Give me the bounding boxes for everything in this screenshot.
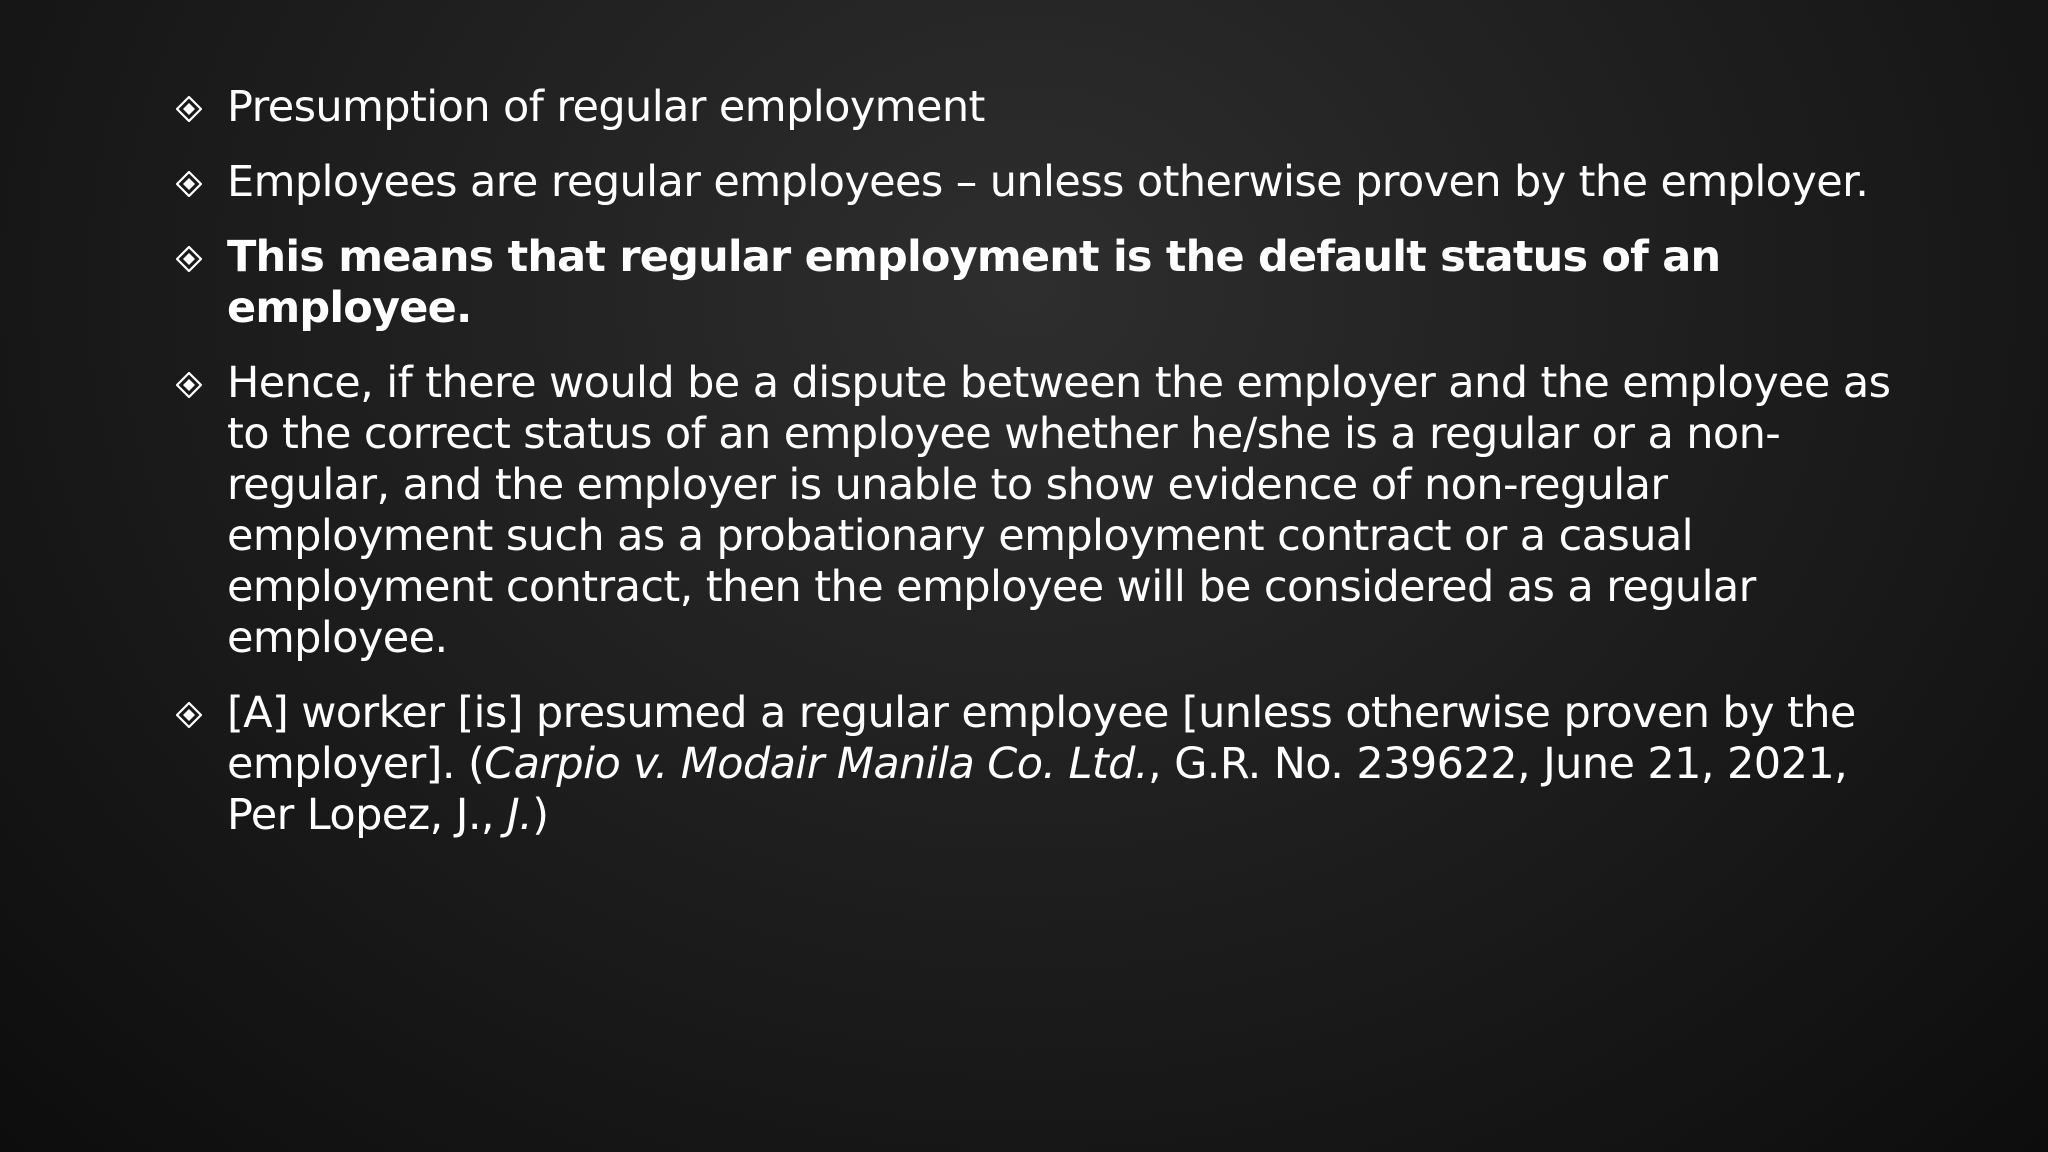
case-name: Carpio v. Modair Manila Co. Ltd. [484, 739, 1148, 789]
citation-text-part2: , G.R. No. 239622, June 21, 2021, Per Lopez, J., [227, 739, 1848, 840]
diamond-bullet-icon [174, 157, 204, 208]
bullet-list [174, 82, 1894, 865]
citation-text-part1: [A] worker [is] presumed a regular employee [unless otherwise proven by the employer]. ( [227, 688, 1856, 789]
citation-text-part3: ) [532, 790, 549, 840]
citation-suffix: J. [507, 790, 533, 840]
bullet-item-1 [174, 82, 1894, 133]
bullet-text-bold: This means that regular employment is the default status of an employee. [227, 232, 1721, 333]
bullet-item-3 [174, 232, 1894, 334]
diamond-bullet-icon [174, 358, 204, 409]
bullet-item-2 [174, 157, 1894, 208]
diamond-bullet-icon [174, 82, 204, 133]
bullet-text: Hence, if there would be a dispute between the employer and the employee as to the correct status of an employee whether he/she is a regular or a non-regular, and the employer is unable to show evidence of non-regular employment such as a probationary employment contract or a casual employment contract, then the employee will be considered as a regular employee. [227, 358, 1891, 663]
diamond-bullet-icon [174, 232, 204, 283]
bullet-item-5 [174, 688, 1894, 841]
bullet-item-4 [174, 358, 1894, 664]
diamond-bullet-icon [174, 688, 204, 739]
bullet-text: Employees are regular employees – unless otherwise proven by the employer. [227, 157, 1869, 207]
bullet-text: Presumption of regular employment [227, 82, 985, 132]
